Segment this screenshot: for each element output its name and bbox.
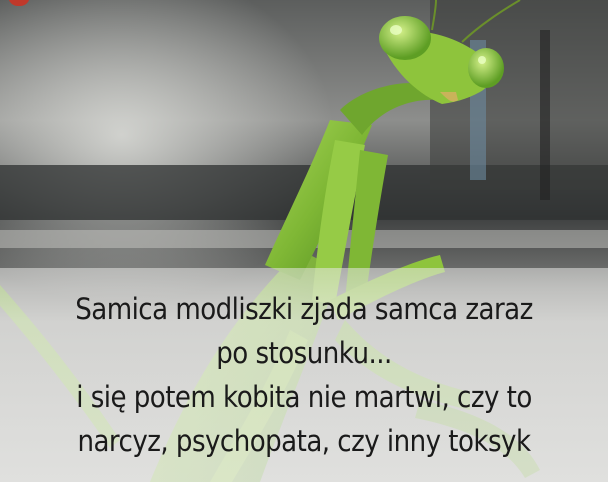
- caption-line-2: po stosunku...: [216, 336, 392, 370]
- caption-line-4: narcyz, psychopata, czy inny toksyk: [77, 424, 531, 458]
- meme-caption: [30, 287, 577, 463]
- caption-line-1: Samica modliszki zjada samca zaraz: [75, 292, 533, 326]
- caption-line-3: i się potem kobita nie martwi, czy to: [76, 380, 532, 414]
